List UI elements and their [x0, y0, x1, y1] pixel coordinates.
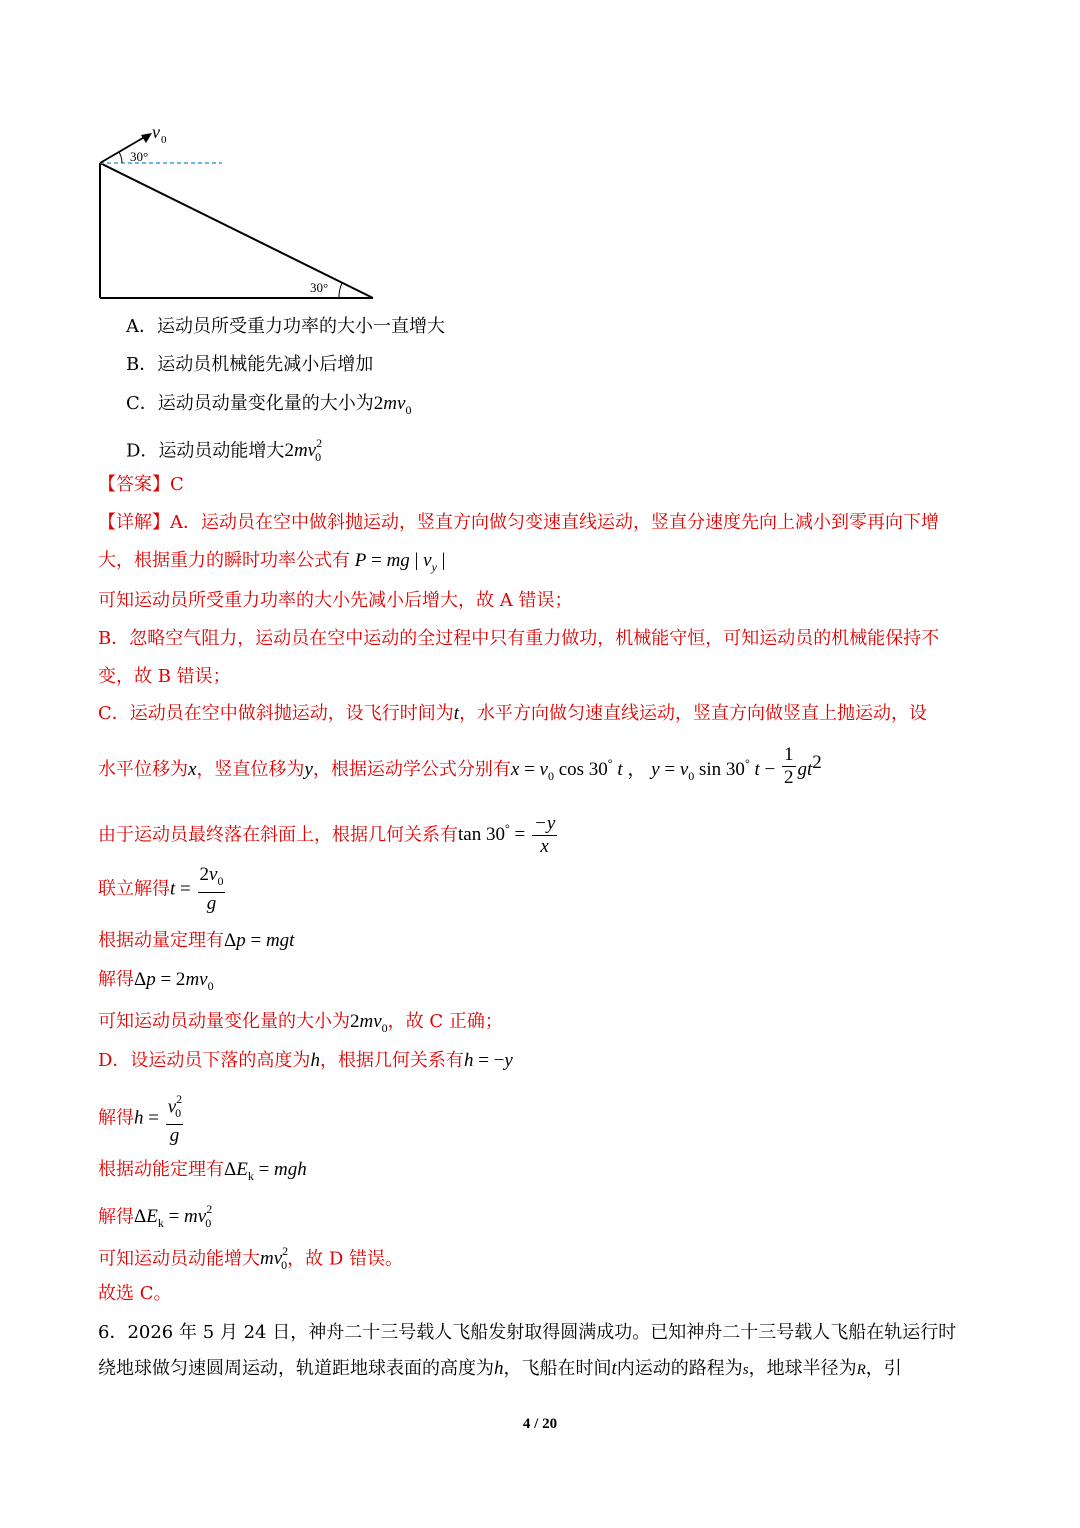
detail-d-line2: 解得h = $\frac{v^2_0}{g}$: [98, 1092, 183, 1147]
option-b-text: 运动员机械能先减小后增加: [157, 354, 374, 375]
detail-c-line2: 水平位移为x，竖直位移为y，根据运动学公式分别有$x = v_0$ cos 30° t ， $y = v_0$ sin 30° t − $\frac{1}{2}$ $gt^2$: [98, 743, 822, 788]
tan-fraction: $\frac{-y}{x}$: [534, 812, 556, 857]
option-a-text: 运动员所受重力功率的大小一直增大: [157, 316, 445, 337]
detail-d-text2: 解得: [98, 1107, 134, 1129]
detail-d-text1a: D．设运动员下落的高度为: [98, 1050, 311, 1071]
option-c: [126, 391, 411, 423]
var-t-q6: t: [611, 1358, 617, 1379]
detail-d-text4: 解得: [98, 1206, 134, 1228]
energy-result-formula: $\Delta E_k = mv^2_0$: [134, 1202, 213, 1231]
detail-c-line6: [98, 967, 214, 999]
question6-text2a: 绕地球做匀速圆周运动，轨道距地球表面的高度为: [98, 1358, 494, 1379]
detail-c-text2b: ，竖直位移为: [196, 759, 305, 780]
detail-b-line1: [98, 626, 939, 652]
detail-a-line1: [98, 510, 939, 536]
detail-c-text3: 由于运动员最终落在斜面上，根据几何关系有: [98, 824, 458, 846]
option-a-prefix: A．: [126, 316, 157, 337]
var-h: h: [310, 1050, 320, 1071]
question6-line1: [98, 1320, 956, 1346]
option-d: [126, 432, 321, 470]
detail-d-line1: [98, 1048, 513, 1074]
question6-text2b: ，飞船在时间: [503, 1358, 612, 1379]
detail-a-text1: A．运动员在空中做斜抛运动，竖直方向做匀变速直线运动，竖直分速度先向上减小到零再向下增: [170, 512, 939, 533]
option-d-formula: $2mv^2_0$: [284, 436, 323, 465]
bottom-angle-arc: [339, 283, 342, 298]
top-angle-arc: [119, 152, 122, 163]
incline-slope: [100, 163, 373, 298]
conclusion-text: 故选 C。: [98, 1283, 172, 1304]
h-relation-formula: h = −y: [463, 1050, 513, 1071]
detail-c-text5: 根据动量定理有: [98, 930, 224, 951]
detail-b-line2: [98, 664, 231, 690]
detail-c-text1b: ，水平方向做匀速直线运动，竖直方向做竖直上抛运动，设: [459, 703, 928, 724]
momentum-theorem-formula: Δp = mgt: [224, 930, 295, 951]
detail-c-text2a: 水平位移为: [98, 759, 188, 780]
power-formula: P: [350, 550, 367, 571]
option-d-text: 运动员动能增大: [158, 440, 285, 462]
page-number: 4 / 20: [522, 1416, 558, 1432]
option-c-formula: $2mv_0$: [373, 393, 412, 417]
detail-d-line5: [98, 1240, 403, 1278]
detail-c-line7: [98, 1009, 503, 1041]
answer-value: C: [170, 474, 184, 495]
detail-b-text2: 变，故 B 错误；: [98, 666, 231, 687]
bottom-angle-label: 30°: [310, 280, 329, 295]
detail-d-line4: [98, 1198, 211, 1236]
detail-c-text1a: C．运动员在空中做斜抛运动，设飞行时间为: [98, 703, 454, 724]
option-a: [126, 314, 445, 340]
option-d-prefix: D．: [126, 440, 159, 462]
detail-c-text4: 联立解得: [98, 878, 170, 900]
energy-increase-formula: $mv^2_0$: [260, 1244, 289, 1273]
conclusion-line: [98, 1281, 172, 1307]
half-fraction: $\frac{1}{2}$: [784, 743, 794, 788]
v0-subscript: 0: [161, 134, 167, 146]
x-formula: x: [510, 759, 520, 780]
detail-b-text1: B．忽略空气阻力，运动员在空中运动的全过程中只有重力做功，机械能守恒，可知运动员的机械能保持不: [98, 628, 940, 649]
detail-c-line4: 联立解得t = $\frac{2v_0}{g}$: [98, 864, 224, 914]
option-b-prefix: B．: [126, 354, 158, 375]
option-c-text: 运动员动量变化量的大小为: [157, 393, 374, 414]
answer-line: [98, 472, 184, 498]
detail-d-text1b: ，根据几何关系有: [319, 1050, 464, 1071]
question6-text1: 6．2026 年 5 月 24 日，神舟二十三号载人飞船发射取得圆满成功。已知神舟二十三号载人飞船在轨运行时: [98, 1322, 957, 1343]
t-fraction: $\frac{2v_0}{g}$: [199, 864, 224, 914]
energy-theorem-formula: $\Delta E_k$ = mgh: [224, 1159, 307, 1183]
tan-formula: tan 30° =: [458, 822, 530, 846]
detail-d-text5a: 可知运动员动能增大: [98, 1248, 260, 1270]
detail-a-line3: [98, 588, 572, 614]
detail-c-text6: 解得: [98, 969, 134, 990]
momentum-result-formula: $\Delta p = 2mv_0$: [134, 969, 214, 993]
h-fraction: $\frac{v^2_0}{g}$: [167, 1092, 183, 1147]
detail-d-text5b: ，故 D 错误。: [287, 1248, 404, 1270]
t-formula: t: [170, 878, 176, 900]
var-y: y: [304, 759, 313, 780]
question6-text2c: 内运动的路程为: [616, 1358, 743, 1379]
var-x: x: [188, 759, 197, 780]
detail-a-text2: 大，根据重力的瞬时功率公式有: [98, 550, 350, 571]
incline-figure: [90, 118, 390, 308]
var-r-q6: R: [856, 1362, 866, 1378]
top-angle-label: 30°: [130, 149, 149, 164]
answer-label: 【答案】: [98, 474, 170, 495]
detail-a-line2: 大，根据重力的瞬时功率公式有 P = mg | $v_y$ |: [98, 550, 446, 574]
detail-d-text3: 根据动能定理有: [98, 1159, 224, 1180]
detail-c-line3: [98, 806, 559, 858]
question6-text2d: ，地球半径为: [748, 1358, 857, 1379]
detail-c-line5: [98, 928, 294, 954]
h-formula: h: [134, 1107, 144, 1129]
option-b: [126, 352, 373, 378]
v0-label: v: [152, 122, 160, 142]
detail-d-line3: [98, 1157, 307, 1189]
detail-c-text7b: ，故 C 正确；: [387, 1011, 503, 1032]
var-s-q6: s: [742, 1362, 749, 1378]
detail-label: 【详解】: [98, 512, 170, 533]
y-formula: y: [651, 759, 660, 780]
momentum-change-formula: $2mv_0$: [350, 1011, 388, 1035]
detail-c-text7a: 可知运动员动量变化量的大小为: [98, 1011, 350, 1032]
option-c-prefix: C．: [126, 393, 158, 414]
detail-c-line1: [98, 701, 927, 727]
detail-a-text3: 可知运动员所受重力功率的大小先减小后增大，故 A 错误；: [98, 590, 573, 611]
question6-text2e: ，引: [865, 1358, 902, 1379]
var-t: t: [453, 703, 460, 724]
var-h-q6: h: [494, 1358, 504, 1379]
detail-c-text2c: ，根据运动学公式分别有: [312, 759, 511, 780]
question6-line2: [98, 1356, 902, 1383]
